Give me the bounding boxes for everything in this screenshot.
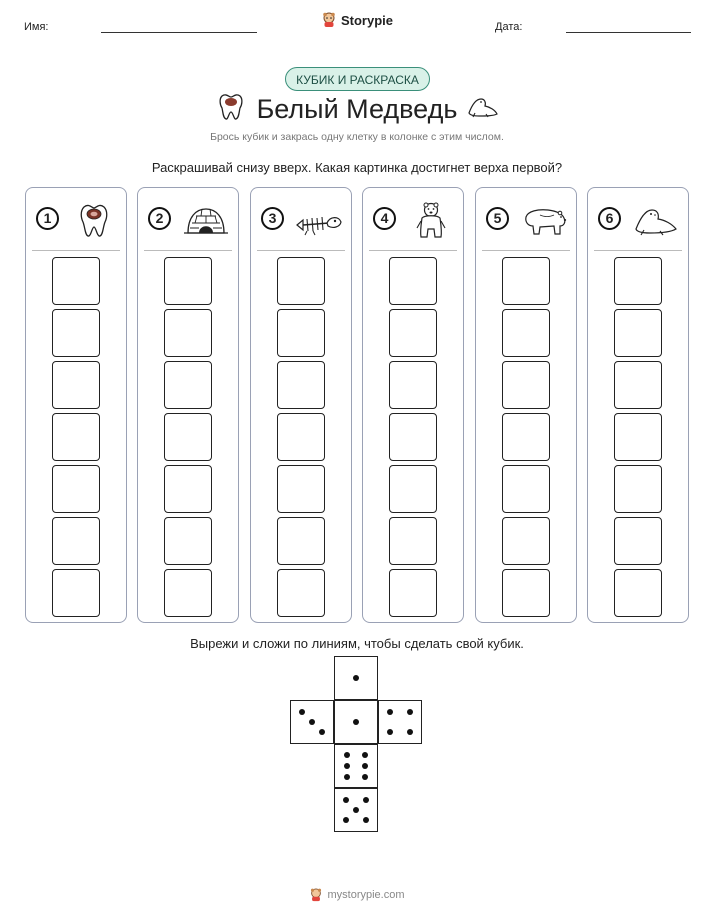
pip	[362, 763, 368, 769]
column-4	[362, 187, 464, 623]
column-divider	[482, 250, 570, 251]
brand-logo	[0, 12, 714, 33]
cell-7[interactable]	[277, 569, 325, 617]
column-divider	[594, 250, 682, 251]
pip	[353, 675, 359, 681]
column-divider	[144, 250, 232, 251]
cell-7[interactable]	[164, 569, 212, 617]
pip	[309, 719, 315, 725]
column-number: 2	[148, 207, 171, 230]
cell-2[interactable]	[277, 309, 325, 357]
cell-4[interactable]	[502, 413, 550, 461]
fish-skeleton-icon	[295, 201, 343, 239]
cube-face-6	[334, 744, 378, 788]
column-number: 4	[373, 207, 396, 230]
footer-url[interactable]: mystorypie.com	[327, 889, 405, 901]
pip	[343, 817, 349, 823]
storypie-mascot-icon	[309, 888, 323, 902]
cell-1[interactable]	[52, 257, 100, 305]
page-title: Белый Медведь	[256, 94, 458, 124]
cube-face-4	[378, 700, 422, 744]
cell-2[interactable]	[164, 309, 212, 357]
column-divider	[369, 250, 457, 251]
column-3	[250, 187, 352, 623]
cell-3[interactable]	[389, 361, 437, 409]
cell-4[interactable]	[614, 413, 662, 461]
cell-5[interactable]	[614, 465, 662, 513]
column-1	[25, 187, 127, 623]
cell-3[interactable]	[164, 361, 212, 409]
date-line	[566, 32, 691, 33]
page-subtitle: Брось кубик и закрась одну клетку в колонке с этим числом.	[210, 131, 504, 143]
cell-1[interactable]	[614, 257, 662, 305]
cube-face-3	[290, 700, 334, 744]
brand-name: Storypie	[340, 12, 393, 28]
pip	[344, 774, 350, 780]
cell-7[interactable]	[614, 569, 662, 617]
name-label: Имя:	[24, 21, 49, 33]
tooth-icon	[70, 201, 118, 239]
cell-3[interactable]	[502, 361, 550, 409]
column-number: 3	[261, 207, 284, 230]
cell-5[interactable]	[277, 465, 325, 513]
column-2	[137, 187, 239, 623]
seal-icon	[466, 95, 500, 119]
cube-face-5	[334, 788, 378, 832]
cell-2[interactable]	[389, 309, 437, 357]
column-number: 5	[486, 207, 509, 230]
worksheet-type-badge: КУБИК И РАСКРАСКА	[285, 67, 430, 91]
cell-5[interactable]	[502, 465, 550, 513]
pip	[299, 709, 305, 715]
cell-5[interactable]	[164, 465, 212, 513]
pip	[362, 774, 368, 780]
column-divider	[257, 250, 345, 251]
cell-3[interactable]	[614, 361, 662, 409]
cell-5[interactable]	[389, 465, 437, 513]
column-5	[475, 187, 577, 623]
cell-4[interactable]	[164, 413, 212, 461]
pip	[407, 729, 413, 735]
cell-2[interactable]	[502, 309, 550, 357]
pip	[407, 709, 413, 715]
column-number: 1	[36, 207, 59, 230]
footer	[0, 888, 714, 907]
column-number: 6	[598, 207, 621, 230]
cube-face-1	[334, 656, 378, 700]
cell-7[interactable]	[389, 569, 437, 617]
pip	[344, 752, 350, 758]
cube-instruction: Вырежи и сложи по линиям, чтобы сделать свой кубик.	[190, 636, 524, 651]
cell-1[interactable]	[277, 257, 325, 305]
date-label: Дата:	[495, 21, 523, 33]
pip	[353, 719, 359, 725]
cube-face-1-center	[334, 700, 378, 744]
cell-6[interactable]	[502, 517, 550, 565]
seal-icon	[632, 201, 680, 239]
pip	[387, 729, 393, 735]
cell-1[interactable]	[502, 257, 550, 305]
polar-bear-standing-icon	[407, 201, 455, 239]
cube-net	[290, 656, 424, 836]
cell-2[interactable]	[52, 309, 100, 357]
pip	[353, 807, 359, 813]
pip	[319, 729, 325, 735]
cell-6[interactable]	[164, 517, 212, 565]
pip	[343, 797, 349, 803]
pip	[387, 709, 393, 715]
cell-6[interactable]	[614, 517, 662, 565]
cell-7[interactable]	[502, 569, 550, 617]
cell-6[interactable]	[52, 517, 100, 565]
pip	[363, 797, 369, 803]
storypie-mascot-icon	[321, 12, 337, 28]
cell-6[interactable]	[389, 517, 437, 565]
pip	[362, 752, 368, 758]
pip	[344, 763, 350, 769]
cell-1[interactable]	[389, 257, 437, 305]
cell-3[interactable]	[52, 361, 100, 409]
column-6	[587, 187, 689, 623]
igloo-icon	[182, 201, 230, 239]
cell-7[interactable]	[52, 569, 100, 617]
cell-4[interactable]	[389, 413, 437, 461]
cell-2[interactable]	[614, 309, 662, 357]
pip	[363, 817, 369, 823]
cell-4[interactable]	[277, 413, 325, 461]
cell-4[interactable]	[52, 413, 100, 461]
coloring-instruction: Раскрашивай снизу вверх. Какая картинка достигнет верха первой?	[151, 160, 563, 175]
cell-5[interactable]	[52, 465, 100, 513]
column-divider	[32, 250, 120, 251]
cell-1[interactable]	[164, 257, 212, 305]
polar-bear-walking-icon	[520, 201, 568, 239]
cell-6[interactable]	[277, 517, 325, 565]
cell-3[interactable]	[277, 361, 325, 409]
